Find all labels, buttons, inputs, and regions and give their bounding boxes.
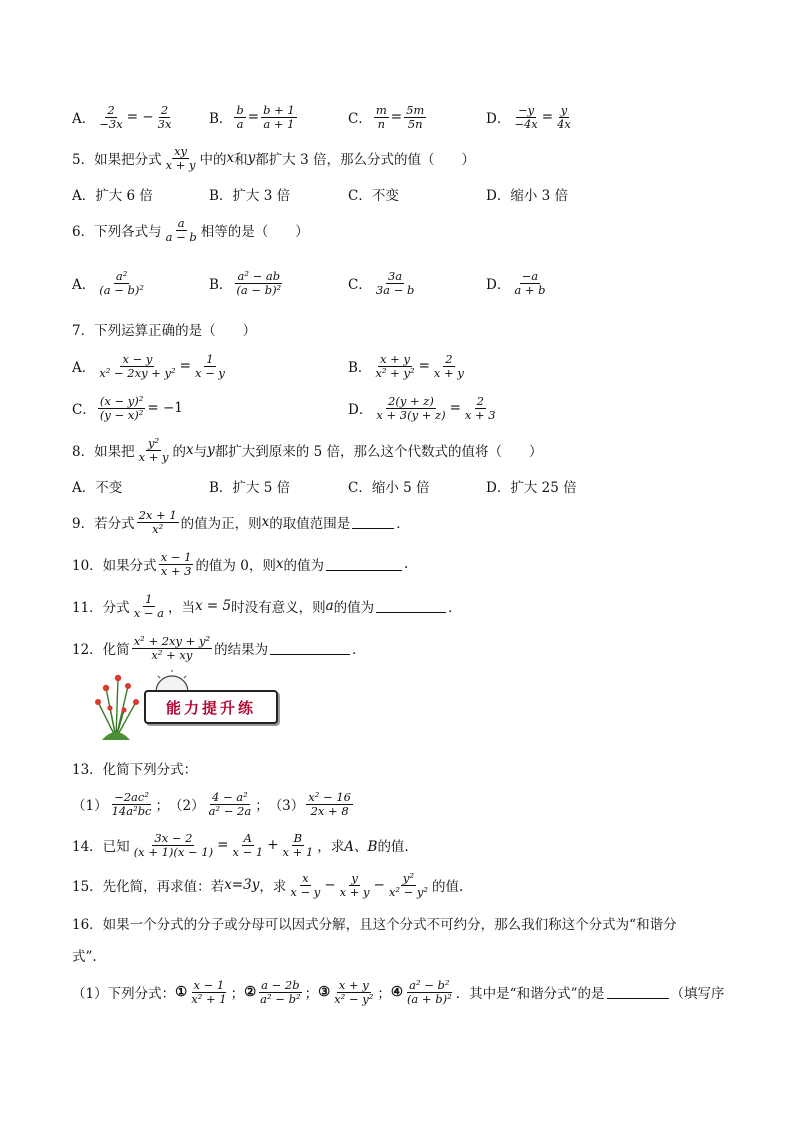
- denominator: a + 1: [263, 116, 295, 131]
- numerator: B: [293, 830, 303, 845]
- fraction: [288, 872, 322, 899]
- numerator: 2x + 1: [138, 507, 177, 522]
- denominator: x² + y²: [375, 365, 415, 380]
- q7-option-c: [72, 392, 183, 424]
- equals: =: [217, 837, 229, 853]
- numerator: (x − y)²: [99, 393, 144, 408]
- numerator: a² − b²: [409, 977, 450, 992]
- denominator: 4x: [557, 116, 571, 131]
- numerator: −y: [517, 102, 535, 117]
- option-label: A．: [72, 111, 96, 127]
- fraction: [555, 104, 573, 131]
- condition: x = 5: [194, 598, 232, 614]
- text: 8．如果把: [72, 444, 135, 460]
- fraction: [137, 437, 171, 464]
- denominator: x + 1: [282, 844, 314, 859]
- numerator: 2: [160, 102, 169, 117]
- text: ，当: [167, 600, 195, 616]
- equals: =: [449, 400, 461, 416]
- text: 10．如果分式: [72, 558, 157, 574]
- circled-number: ②: [244, 984, 257, 1000]
- numerator: A: [243, 830, 252, 845]
- q7-option-d: [348, 392, 500, 424]
- option-label: B．: [209, 111, 233, 127]
- text: 和: [234, 152, 248, 168]
- fraction: [512, 104, 539, 131]
- denominator: x − 1: [232, 844, 264, 859]
- denominator: x + y: [165, 157, 196, 172]
- numerator: b: [236, 102, 244, 117]
- q5-option-a: A．扩大 6 倍: [72, 188, 153, 204]
- variable: x: [186, 442, 194, 458]
- text: 15．先化简，再求值：若: [72, 879, 225, 895]
- fraction: [338, 872, 372, 899]
- option-label: D．: [486, 277, 511, 293]
- numerator: 2: [107, 102, 115, 117]
- q6-option-b: [209, 267, 285, 299]
- fraction: [164, 145, 198, 172]
- fraction: [193, 353, 227, 380]
- separator: ；: [255, 798, 269, 814]
- variables: A、B: [344, 839, 378, 855]
- equals: =: [418, 358, 430, 374]
- denominator: x + y: [339, 884, 370, 899]
- answer-blank[interactable]: [376, 600, 446, 613]
- numerator: x − y: [122, 351, 153, 366]
- denominator: x² − y²: [388, 884, 428, 899]
- denominator: (a − b)²: [99, 282, 144, 297]
- plus: +: [267, 837, 279, 853]
- fraction: [230, 832, 265, 859]
- fraction: [332, 979, 375, 1006]
- equals: =: [247, 109, 260, 125]
- numerator: x + y: [380, 351, 410, 366]
- fraction: [234, 104, 245, 131]
- text: 都扩大到原来的 5 倍，那么这个代数式的值将（ ）: [214, 444, 543, 460]
- condition: x=3y: [224, 877, 260, 893]
- fraction: [405, 979, 454, 1006]
- numerator: −a: [521, 268, 539, 283]
- numerator: −2ac²: [114, 789, 149, 804]
- denominator: x + y: [138, 449, 169, 464]
- separator: ；: [304, 986, 319, 1002]
- text: 的值为正，则: [180, 516, 262, 532]
- denominator: x² − y²: [334, 991, 374, 1006]
- question-15: [72, 869, 463, 901]
- numerator: 3x − 2: [154, 830, 193, 845]
- option-label: C．: [348, 111, 372, 127]
- question-12: [72, 632, 366, 664]
- text: 的取值范围是: [269, 516, 351, 532]
- denominator: x − a: [133, 605, 164, 620]
- equals: =: [179, 358, 191, 374]
- fraction: [432, 353, 466, 380]
- denominator: a² − b²: [260, 991, 301, 1006]
- text: ，求: [259, 879, 287, 895]
- numerator: a²: [115, 268, 128, 283]
- equals: = −: [126, 109, 154, 125]
- text: 14．已知: [72, 839, 130, 855]
- question-16-line-2: 式”.: [72, 949, 97, 965]
- fraction: [258, 979, 302, 1006]
- numerator: a: [177, 215, 185, 230]
- variable: y: [247, 150, 256, 166]
- option-label: A．: [72, 360, 96, 376]
- q8-option-b: B．扩大 5 倍: [209, 480, 291, 496]
- circled-number: ④: [390, 984, 403, 1000]
- denominator: (y − x)²: [99, 407, 144, 422]
- text: 的值为 0，则: [195, 558, 276, 574]
- q8-option-c: C．缩小 5 倍: [348, 480, 430, 496]
- question-14: [72, 829, 409, 861]
- fraction: [374, 270, 416, 297]
- q5-option-d: D．缩小 3 倍: [486, 188, 568, 204]
- item-label: （2）: [169, 798, 205, 814]
- fraction: [97, 104, 124, 131]
- question-16-part-1: [72, 976, 725, 1008]
- text: 9．若分式: [72, 516, 135, 532]
- text: 与: [193, 444, 208, 460]
- option-label: A．: [72, 277, 96, 293]
- separator: ；: [155, 798, 169, 814]
- question-8-stem: [72, 434, 542, 466]
- text: .: [403, 556, 409, 572]
- text: ，求: [317, 839, 345, 855]
- separator: ；: [377, 986, 391, 1002]
- variable: x: [261, 514, 270, 530]
- fraction: [137, 509, 179, 536]
- numerator: 4 − a²: [212, 789, 248, 804]
- option-label: B．: [348, 360, 372, 376]
- fraction: [207, 791, 254, 818]
- q6-option-c: [348, 267, 418, 299]
- numerator: y²: [402, 870, 414, 885]
- flower-icon: [88, 668, 144, 740]
- numerator: x² − 16: [308, 789, 351, 804]
- denominator: x + y: [433, 365, 464, 380]
- q8-option-d: D．扩大 25 倍: [486, 480, 577, 496]
- denominator: x + 3(y + z): [376, 407, 446, 422]
- fraction: [98, 395, 146, 422]
- denominator: (a − b)²: [236, 282, 282, 297]
- q5-option-c: C．不变: [348, 188, 399, 204]
- numerator: x + y: [338, 977, 369, 992]
- fraction: [156, 104, 174, 131]
- denominator: x² − 2xy + y²: [99, 365, 176, 380]
- answer-blank[interactable]: [352, 516, 394, 529]
- circled-number: ①: [175, 984, 188, 1000]
- q6-option-a: [72, 267, 148, 299]
- text: 相等的是（ ）: [200, 224, 309, 240]
- denominator: −4x: [514, 116, 538, 131]
- fraction: [97, 353, 177, 380]
- fraction: [132, 635, 212, 662]
- text: ．: [448, 600, 462, 616]
- fraction: [97, 270, 146, 297]
- equals: =: [390, 109, 403, 125]
- text: ．其中是“和谐分式”的是: [455, 986, 605, 1002]
- numerator: y²: [148, 435, 160, 450]
- fraction: [164, 217, 199, 244]
- numerator: y: [351, 870, 358, 885]
- question-16-line-1: 16．如果一个分式的分子或分母可以因式分解，且这个分式不可约分，那么我们称这个分式为“和谐分: [72, 917, 677, 933]
- fraction: [189, 979, 228, 1006]
- denominator: 3a − b: [375, 282, 415, 297]
- fraction: [512, 270, 547, 297]
- q7-option-a: [72, 350, 229, 382]
- text: 的: [172, 444, 187, 460]
- answer-blank[interactable]: [270, 642, 350, 655]
- q4-option-a: [72, 101, 175, 133]
- question-10: [72, 548, 408, 580]
- item-label: （3）: [268, 798, 305, 814]
- numerator: x − 1: [160, 549, 192, 564]
- section-banner: [88, 668, 278, 740]
- text: （1）下列分式：: [72, 986, 176, 1002]
- equals: =: [541, 109, 554, 125]
- question-5-stem: [72, 142, 475, 174]
- question-11: [72, 590, 462, 622]
- denominator: (a + b)²: [406, 991, 452, 1006]
- numerator: xy: [174, 143, 188, 158]
- numerator: 5m: [406, 102, 425, 117]
- q4-option-c: [348, 101, 428, 133]
- fraction: [374, 395, 447, 422]
- text: 12．化简: [72, 642, 130, 658]
- text: 5．如果把分式: [72, 152, 162, 168]
- answer-blank[interactable]: [326, 558, 402, 571]
- denominator: x² + xy: [151, 647, 193, 662]
- option-label: C．: [348, 277, 372, 293]
- fraction: [306, 791, 353, 818]
- fraction: [387, 872, 430, 899]
- section-title: 能力提升练: [144, 690, 278, 724]
- minus: −: [373, 877, 385, 893]
- answer-blank[interactable]: [607, 986, 669, 999]
- sun-icon: [152, 670, 192, 692]
- option-label: B．: [209, 277, 233, 293]
- denominator: x − y: [194, 365, 225, 380]
- denominator: x² + 1: [191, 991, 227, 1006]
- text: 都扩大 3 倍，那么分式的值（ ）: [255, 152, 475, 168]
- denominator: 3x: [157, 116, 172, 131]
- item-label: （1）: [72, 798, 108, 814]
- separator: ；: [230, 986, 245, 1002]
- text: （填写序: [670, 986, 725, 1002]
- numerator: b + 1: [263, 102, 295, 117]
- denominator: a² − 2a: [208, 803, 252, 818]
- numerator: a² − ab: [237, 268, 281, 283]
- fraction: [110, 791, 154, 818]
- text: 11．分式: [72, 600, 130, 616]
- fraction: [159, 551, 194, 578]
- text: 6．下列各式与: [72, 224, 162, 240]
- denominator: n: [377, 116, 385, 131]
- denominator: 14a²bc: [111, 803, 152, 818]
- denominator: 2x + 8: [310, 803, 349, 818]
- text: 的值.: [377, 839, 409, 855]
- fraction: [132, 593, 166, 620]
- numerator: 2: [476, 393, 484, 408]
- variable: a: [325, 598, 334, 614]
- text: 的值为: [283, 558, 324, 574]
- q6-option-d: [486, 267, 550, 299]
- q4-option-d: [486, 101, 575, 133]
- denominator: 5n: [407, 116, 423, 131]
- fraction: [463, 395, 498, 422]
- fraction: [261, 104, 297, 131]
- text: ．: [396, 516, 410, 532]
- variable: x: [275, 556, 284, 572]
- numerator: 3a: [387, 268, 403, 283]
- circled-number: ③: [318, 984, 331, 1000]
- denominator: x + 3: [160, 563, 192, 578]
- fraction: [404, 104, 426, 131]
- text: 时没有意义，则: [231, 600, 326, 616]
- denominator: a: [236, 116, 244, 131]
- text: 的值.: [432, 879, 464, 895]
- numerator: 2(y + z): [388, 393, 434, 408]
- q7-option-b: [348, 350, 468, 382]
- q5-option-b: B．扩大 3 倍: [209, 188, 291, 204]
- text: 的值为: [333, 600, 375, 616]
- fraction: [374, 104, 389, 131]
- question-6-stem: [72, 214, 309, 246]
- denominator: x + 3: [464, 407, 496, 422]
- fraction: [281, 832, 316, 859]
- question-13-items: [72, 788, 355, 820]
- denominator: −3x: [99, 116, 123, 131]
- text: 中的: [199, 152, 227, 168]
- q4-option-b: [209, 101, 299, 133]
- numerator: 1: [145, 591, 153, 606]
- fraction: [132, 832, 215, 859]
- numerator: 1: [206, 351, 214, 366]
- denominator: x − y: [290, 884, 321, 899]
- denominator: a − b: [165, 229, 197, 244]
- numerator: 2: [445, 351, 453, 366]
- numerator: y: [560, 102, 568, 117]
- denominator: a + b: [514, 282, 546, 297]
- q8-option-a: A．不变: [72, 480, 123, 496]
- fraction: [234, 270, 283, 297]
- numerator: a − 2b: [261, 977, 300, 992]
- numerator: x − 1: [193, 977, 225, 992]
- option-label: D．: [486, 111, 511, 127]
- question-9: [72, 506, 410, 538]
- variable: y: [207, 442, 215, 458]
- denominator: x²: [152, 521, 164, 536]
- numerator: x² + 2xy + y²: [133, 633, 211, 648]
- fraction: [373, 353, 416, 380]
- option-label: C．: [72, 402, 96, 418]
- question-7-stem: 7．下列运算正确的是（ ）: [72, 323, 257, 339]
- question-13-stem: 13．化简下列分式：: [72, 762, 198, 778]
- text: ．: [352, 642, 366, 658]
- minus: −: [324, 877, 336, 893]
- numerator: x: [302, 870, 309, 885]
- numerator: m: [375, 102, 387, 117]
- denominator: (x + 1)(x − 1): [133, 844, 214, 859]
- variable: x: [226, 150, 235, 166]
- option-label: D．: [348, 402, 373, 418]
- text: 的结果为: [214, 642, 269, 658]
- equals: = −1: [147, 400, 183, 416]
